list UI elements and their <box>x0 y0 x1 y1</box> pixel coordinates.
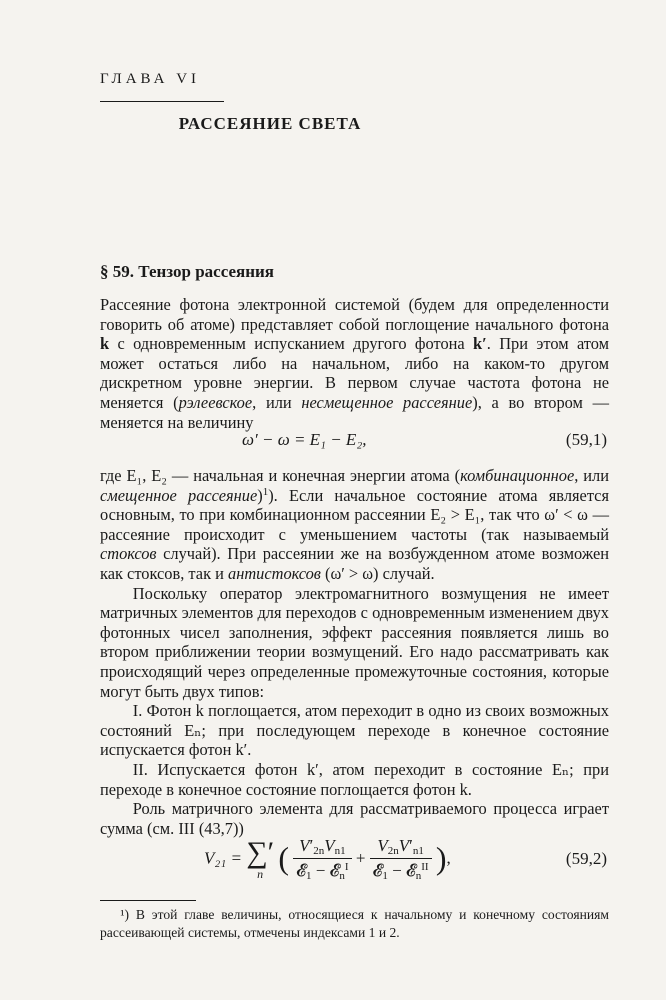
paragraph-2 <box>100 466 609 838</box>
equation-59-1-number: (59,1) <box>565 430 607 449</box>
section-heading: § 59. Тензор рассеяния <box>100 262 275 281</box>
footnote <box>100 906 609 941</box>
equation-59-2-formula: V₂₁ = ∑′ n ( $\frac{V'_{2n}V_{n1}}{𝓔_1 - 𝓔_n^I}$ + $\frac{V_{2n}V'_{n1}}{𝓔_1 - 𝓔_n^{II}}$ ), <box>204 835 451 882</box>
paragraph-1: Рассеяние фотона электронной системой (будем для определенности говорить об атоме) представляет собой поглощение начального фотона k с одновременным испусканием другого фотона k′. При этом атом может остаться либо на начальном, либо на каком-то другом дискретном уровне энергии. В первом случае частота фотона не меняется (рэлеевское, или несмещенное рассеяние), а во втором — меняется на величину <box>100 295 609 432</box>
chapter-rule <box>100 101 224 102</box>
chapter-title: РАССЕЯНИЕ СВЕТА <box>178 114 362 133</box>
footnote-text: В этой главе величины, относящиеся к начальному и конечному состояниям рассеивающей системы, отмечены индексами 1 и 2. <box>100 907 609 940</box>
footnote-marker: ¹) <box>120 907 129 922</box>
footnote-rule <box>100 900 196 901</box>
paragraph-4: Роль матричного элемента для рассматриваемого процесса играет сумма (см. III (43,7)) <box>100 799 609 838</box>
equation-59-2 <box>100 836 609 894</box>
paragraph-2-body: где E₁, E₂ — начальная и конечная энергии атома (комбинационное, или смещенное рассеяние)$^1$). Если начальное состояние атома является основным, то при комбинационном рассеянии E₂ > E₁, так что ω′ < ω — рассеяние происходит с уменьшением частоты (так называемый стоксов случай). При рассеянии же на возбужденном атоме возможен как стоксов, так и антистоксов (ω′ > ω) случай. <box>100 466 610 583</box>
list-item-2: II. Испускается фотон k′, атом переходит в состояние Eₙ; при переходе в конечное состояние поглощается фотон k. <box>100 759 609 799</box>
footnote-mark: 1 <box>262 485 269 498</box>
equation-59-1-formula: ω′ − ω = E₁ − E₂, <box>242 430 367 449</box>
list-item-1: I. Фотон k поглощается, атом переходит в одно из своих возможных состояний Eₙ; при последующем переходе в конечное состояние испускается фотон k′. <box>100 701 609 760</box>
paragraph-3: Поскольку оператор электромагнитного возмущения не имеет матричных элементов для переходов с одновременным изменением двух фотонных чисел заполнения, эффект рассеяния появляется лишь во втором приближении теории возмущений. Его надо рассматривать как происходящий через определенные промежуточные состояния, которые могут быть двух типов: <box>100 583 609 701</box>
equation-59-2-number: (59,2) <box>565 849 607 868</box>
chapter-heading: ГЛАВА VI <box>100 71 201 87</box>
